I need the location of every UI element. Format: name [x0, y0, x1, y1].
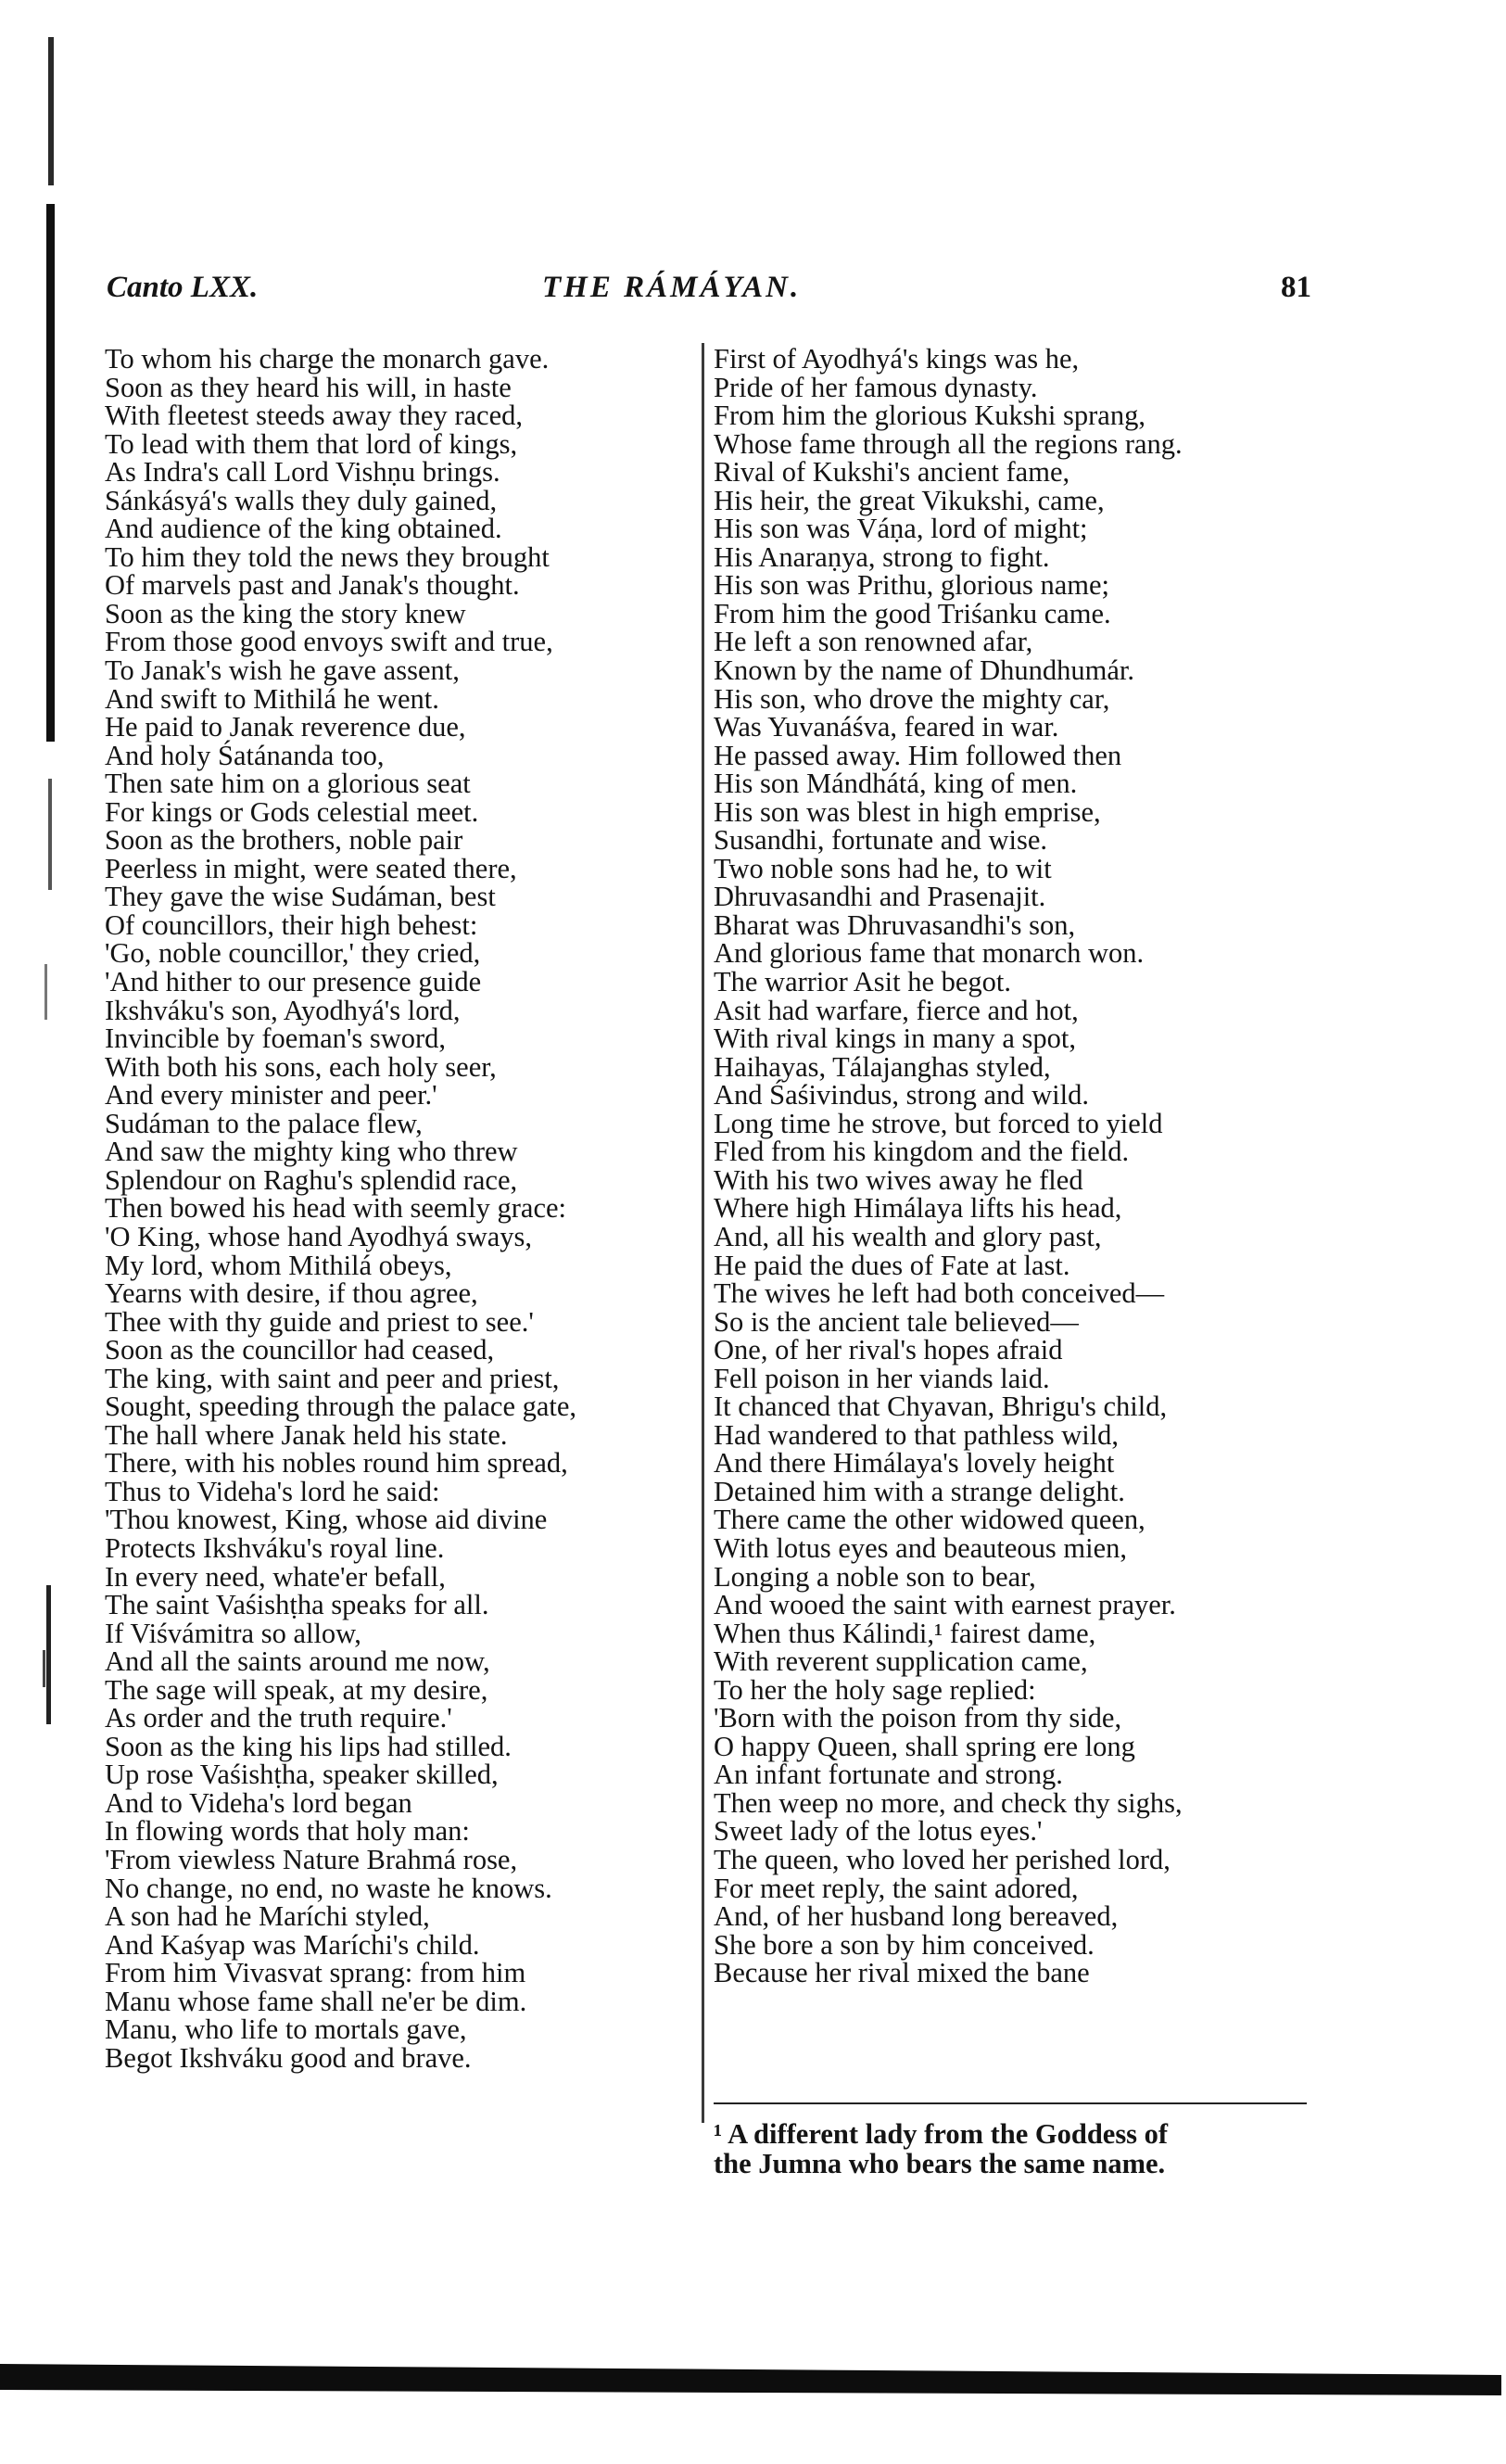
verse-line: 'Go, noble councillor,' they cried,: [105, 937, 481, 970]
verse-line: With both his sons, each holy seer,: [105, 1050, 497, 1083]
verse-line: The hall where Janak held his state.: [105, 1418, 508, 1451]
verse-line: In flowing words that holy man:: [105, 1815, 470, 1848]
verse-line: So is the ancient tale believed—: [714, 1305, 1079, 1338]
verse-line: And, all his wealth and glory past,: [714, 1220, 1102, 1252]
verse-line: His son, who drove the mighty car,: [714, 682, 1110, 715]
verse-line: And Kaśyap was Maríchi's child.: [105, 1928, 480, 1961]
verse-line: His son was Váṇa, lord of might;: [714, 513, 1088, 545]
right-verse-column: [714, 345, 1316, 1988]
verse-line: To whom his charge the monarch gave.: [105, 343, 550, 375]
verse-line: Whose fame through all the regions rang.: [714, 427, 1183, 460]
verse-line: Soon as the king his lips had stilled.: [105, 1730, 512, 1762]
verse-line: Bharat was Dhruvasandhi's son,: [714, 908, 1076, 941]
verse-line: A son had he Maríchi styled,: [105, 1900, 430, 1933]
verse-line: And swift to Mithilá he went.: [105, 682, 439, 715]
verse-line: Fled from his kingdom and the field.: [714, 1136, 1130, 1168]
verse-line: And all the saints around me now,: [105, 1645, 490, 1678]
verse-line: If Viśvámitra so allow,: [105, 1617, 361, 1649]
verse-line: An infant fortunate and strong.: [714, 1759, 1063, 1791]
verse-line: Sweet lady of the lotus eyes.': [714, 1815, 1043, 1848]
verse-line: Asit had warfare, fierce and hot,: [714, 994, 1079, 1026]
verse-line: Soon as the king the story knew: [105, 597, 466, 629]
verse-line: As order and the truth require.': [105, 1702, 452, 1734]
verse-line: In every need, whate'er befall,: [105, 1560, 446, 1593]
verse-line: 'Born with the poison from thy side,: [714, 1702, 1122, 1734]
verse-line: First of Ayodhyá's kings was he,: [714, 343, 1080, 375]
verse-line: Of councillors, their high behest:: [105, 908, 478, 941]
verse-line: Detained him with a strange delight.: [714, 1475, 1125, 1507]
verse-line: With fleetest steeds away they raced,: [105, 400, 523, 432]
verse-line: He paid to Janak reverence due,: [105, 711, 466, 743]
verse-line: One, of her rival's hopes afraid: [714, 1334, 1063, 1366]
verse-line: Had wandered to that pathless wild,: [714, 1418, 1120, 1451]
verse-line: And every minister and peer.': [105, 1079, 437, 1111]
verse-line: Then weep no more, and check thy sighs,: [714, 1786, 1183, 1819]
verse-line: Soon as they heard his will, in haste: [105, 371, 512, 403]
verse-line: To lead with them that lord of kings,: [105, 427, 518, 460]
verse-line: Haihayas, Tálajanghas styled,: [714, 1050, 1051, 1083]
verse-line: It chanced that Chyavan, Bhrigu's child,: [714, 1391, 1168, 1423]
scan-binding-edge: [0, 0, 65, 2459]
verse-line: He left a son renowned afar,: [714, 626, 1033, 658]
verse-line: The wives he left had both conceived—: [714, 1277, 1165, 1310]
verse-line: With reverent supplication came,: [714, 1645, 1088, 1678]
verse-line: He paid the dues of Fate at last.: [714, 1249, 1070, 1281]
verse-line: O happy Queen, shall spring ere long: [714, 1730, 1135, 1762]
verse-line: From him Vivasvat sprang: from him: [105, 1957, 526, 1989]
verse-line: Pride of her famous dynasty.: [714, 371, 1038, 403]
verse-line: Thee with thy guide and priest to see.': [105, 1305, 534, 1338]
scan-bottom-edge: [0, 2362, 1506, 2399]
verse-line: Was Yuvanáśva, feared in war.: [714, 711, 1059, 743]
verse-line: His son Mándhátá, king of men.: [714, 768, 1078, 800]
verse-line: 'From viewless Nature Brahmá rose,: [105, 1843, 518, 1875]
canto-label: Canto LXX.: [107, 271, 259, 304]
verse-line: From him the good Triśanku came.: [714, 597, 1111, 629]
verse-line: Then sate him on a glorious seat: [105, 768, 471, 800]
verse-line: Splendour on Raghu's splendid race,: [105, 1163, 518, 1196]
verse-line: Then bowed his head with seemly grace:: [105, 1192, 567, 1225]
verse-line: His son was Prithu, glorious name;: [714, 569, 1109, 602]
column-divider: [702, 343, 704, 2123]
verse-line: Thus to Videha's lord he said:: [105, 1475, 440, 1507]
verse-line: Two noble sons had he, to wit: [714, 852, 1052, 884]
verse-line: Manu whose fame shall ne'er be dim.: [105, 1985, 527, 2017]
footnote-rule: [714, 2102, 1307, 2104]
verse-line: The king, with saint and peer and priest,: [105, 1362, 560, 1394]
verse-line: And to Videha's lord began: [105, 1786, 412, 1819]
verse-line: No change, no end, no waste he knows.: [105, 1872, 552, 1904]
verse-line: Because her rival mixed the bane: [714, 1957, 1090, 1989]
verse-line: The warrior Asit he begot.: [714, 966, 1012, 998]
verse-line: Yearns with desire, if thou agree,: [105, 1277, 478, 1310]
verse-line: His Anaraṇya, strong to fight.: [714, 540, 1050, 573]
verse-line: From him the glorious Kukshi sprang,: [714, 400, 1145, 432]
verse-line: And Śaśivindus, strong and wild.: [714, 1079, 1089, 1111]
verse-line: Susandhi, fortunate and wise.: [714, 824, 1047, 857]
verse-line: 'O King, whose hand Ayodhyá sways,: [105, 1220, 532, 1252]
verse-line: She bore a son by him conceived.: [714, 1928, 1095, 1961]
verse-line: Of marvels past and Janak's thought.: [105, 569, 520, 602]
verse-line: As Indra's call Lord Vishṇu brings.: [105, 456, 500, 489]
verse-line: Dhruvasandhi and Prasenajit.: [714, 881, 1046, 913]
verse-line: He passed away. Him followed then: [714, 739, 1122, 771]
verse-line: The saint Vaśishṭha speaks for all.: [105, 1589, 489, 1621]
verse-line: 'Thou knowest, King, whose aid divine: [105, 1504, 548, 1536]
page-number: 81: [1281, 271, 1311, 304]
verse-line: Manu, who life to mortals gave,: [105, 2013, 467, 2046]
book-title: THE RÁMÁYAN.: [542, 271, 802, 304]
verse-line: To her the holy sage replied:: [714, 1673, 1036, 1706]
verse-line: To Janak's wish he gave assent,: [105, 654, 460, 687]
verse-line: Long time he strove, but forced to yield: [714, 1107, 1163, 1139]
verse-line: Known by the name of Dhundhumár.: [714, 654, 1135, 687]
verse-line: For meet reply, the saint adored,: [714, 1872, 1079, 1904]
verse-line: And glorious fame that monarch won.: [714, 937, 1145, 970]
verse-line: And, of her husband long bereaved,: [714, 1900, 1119, 1933]
verse-line: With lotus eyes and beauteous mien,: [714, 1531, 1128, 1564]
verse-line: For kings or Gods celestial meet.: [105, 795, 479, 828]
footnote-line: ¹ A different lady from the Goddess of: [714, 2118, 1169, 2150]
running-header: [107, 271, 1311, 326]
verse-line: Up rose Vaśishṭha, speaker skilled,: [105, 1759, 499, 1791]
verse-line: Sánkásyá's walls they duly gained,: [105, 484, 498, 516]
verse-line: Longing a noble son to bear,: [714, 1560, 1036, 1593]
verse-line: Begot Ikshváku good and brave.: [105, 2041, 472, 2074]
verse-line: When thus Kálindi,¹ fairest dame,: [714, 1617, 1096, 1649]
verse-line: His son was blest in high emprise,: [714, 795, 1101, 828]
verse-line: There, with his nobles round him spread,: [105, 1447, 568, 1480]
verse-line: From those good envoys swift and true,: [105, 626, 553, 658]
verse-line: And there Himálaya's lovely height: [714, 1447, 1115, 1480]
verse-line: And saw the mighty king who threw: [105, 1136, 518, 1168]
verse-line: And holy Śatánanda too,: [105, 739, 385, 771]
verse-line: Protects Ikshváku's royal line.: [105, 1531, 445, 1564]
verse-line: Where high Himálaya lifts his head,: [714, 1192, 1122, 1225]
verse-line: Sudáman to the palace flew,: [105, 1107, 423, 1139]
verse-line: Soon as the brothers, noble pair: [105, 824, 463, 857]
footnote-line: the Jumna who bears the same name.: [714, 2148, 1166, 2179]
verse-line: Fell poison in her viands laid.: [714, 1362, 1050, 1394]
footnote: [714, 2119, 1316, 2178]
verse-line: My lord, whom Mithilá obeys,: [105, 1249, 452, 1281]
binding-shadow: [0, 0, 65, 2459]
verse-line: And audience of the king obtained.: [105, 513, 502, 545]
verse-line: With rival kings in many a spot,: [714, 1022, 1076, 1055]
verse-line: Ikshváku's son, Ayodhyá's lord,: [105, 994, 461, 1026]
verse-line: Peerless in might, were seated there,: [105, 852, 517, 884]
verse-line: Soon as the councillor had ceased,: [105, 1334, 495, 1366]
left-verse-column: [105, 345, 698, 2072]
verse-line: The sage will speak, at my desire,: [105, 1673, 488, 1706]
verse-line: Rival of Kukshi's ancient fame,: [714, 456, 1070, 489]
verse-line: There came the other widowed queen,: [714, 1504, 1145, 1536]
verse-line: His heir, the great Vikukshi, came,: [714, 484, 1105, 516]
verse-line: To him they told the news they brought: [105, 540, 550, 573]
verse-line: With his two wives away he fled: [714, 1163, 1083, 1196]
verse-line: They gave the wise Sudáman, best: [105, 881, 496, 913]
verse-line: And wooed the saint with earnest prayer.: [714, 1589, 1176, 1621]
verse-line: 'And hither to our presence guide: [105, 966, 482, 998]
verse-line: Invincible by foeman's sword,: [105, 1022, 447, 1055]
verse-line: Sought, speeding through the palace gate,: [105, 1391, 577, 1423]
verse-line: The queen, who loved her perished lord,: [714, 1843, 1171, 1875]
